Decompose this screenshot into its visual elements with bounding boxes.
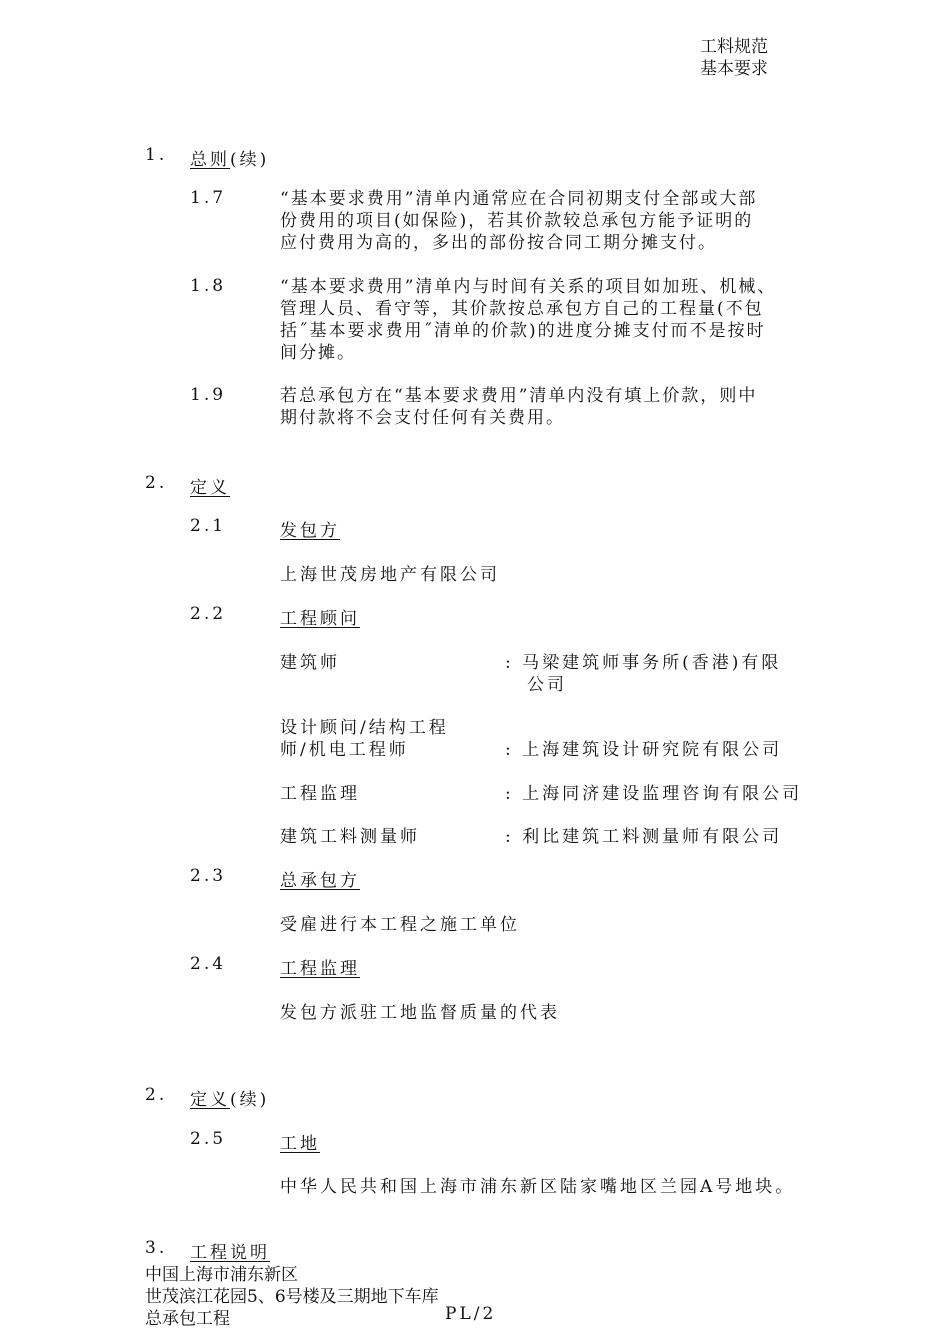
consultant-value: : 马梁建筑师事务所(香港)有限 xyxy=(505,653,782,673)
clause-title: 工程顾问 xyxy=(280,609,360,629)
clause-title: 发包方 xyxy=(280,521,340,541)
clause-number: 2.1 xyxy=(190,516,227,536)
consultant-label: 设计顾问/结构工程 xyxy=(280,718,449,738)
footer-location: 中国上海市浦东新区 xyxy=(145,1265,298,1285)
clause-line: 若总承包方在“基本要求费用”清单内没有填上价款，则中 xyxy=(280,386,758,406)
header-title: 工料规范 xyxy=(700,37,768,57)
clause-line: “基本要求费用”清单内通常应在合同初期支付全部或大部 xyxy=(280,189,758,209)
clause-text xyxy=(280,276,880,364)
consultant-value: : 利比建筑工料测量师有限公司 xyxy=(505,827,783,847)
section-title: 总则 xyxy=(190,150,230,170)
header-subtitle: 基本要求 xyxy=(700,59,768,79)
consultant-value: : 上海同济建设监理咨询有限公司 xyxy=(505,784,803,804)
section-number: 2. xyxy=(145,1085,168,1105)
clause-text: 上海世茂房地产有限公司 xyxy=(280,565,500,585)
consultant-label: 建筑师 xyxy=(280,653,340,673)
page-number: PL/2 xyxy=(445,1304,497,1324)
section-heading xyxy=(190,145,269,170)
consultant-label: 建筑工料测量师 xyxy=(280,827,420,847)
clause-number: 1.9 xyxy=(190,385,227,405)
clause-title: 工程监理 xyxy=(280,959,360,979)
clause-text xyxy=(280,188,880,254)
consultant-label: 工程监理 xyxy=(280,784,360,804)
section-number: 2. xyxy=(145,473,168,493)
section-number: 1. xyxy=(145,145,168,165)
clause-text: 受雇进行本工程之施工单位 xyxy=(280,915,520,935)
clause-line: 间分摊。 xyxy=(280,343,356,363)
clause-number: 2.3 xyxy=(190,866,227,886)
clause-line: 括˝基本要求费用˝清单的价款)的进度分摊支付而不是按时 xyxy=(280,321,766,341)
clause-title: 工地 xyxy=(280,1134,320,1154)
section-number: 3. xyxy=(145,1238,168,1258)
consultant-value: 公司 xyxy=(527,675,567,695)
clause-line: “基本要求费用”清单内与时间有关系的项目如加班、机械、 xyxy=(280,277,777,297)
clause-text: 发包方派驻工地监督质量的代表 xyxy=(280,1003,560,1023)
section-title: 工程说明 xyxy=(190,1243,270,1263)
clause-number: 2.4 xyxy=(190,954,227,974)
clause-number: 1.8 xyxy=(190,276,227,296)
clause-text xyxy=(280,385,880,429)
section-title: 定义 xyxy=(190,1090,230,1110)
clause-title: 总承包方 xyxy=(280,871,360,891)
clause-number: 1.7 xyxy=(190,188,227,208)
section-title: 定义 xyxy=(190,478,230,498)
clause-text: 中华人民共和国上海市浦东新区陆家嘴地区兰园A号地块。 xyxy=(280,1177,796,1197)
clause-number: 2.2 xyxy=(190,604,227,624)
section-continued: (续) xyxy=(230,1090,270,1110)
clause-line: 期付款将不会支付任何有关费用。 xyxy=(280,408,565,428)
clause-line: 管理人员、看守等，其价款按总承包方自己的工程量(不包 xyxy=(280,299,764,319)
footer-contract: 总承包工程 xyxy=(145,1309,230,1329)
clause-line: 应付费用为高的，多出的部份按合同工期分摊支付。 xyxy=(280,233,717,253)
consultant-label: 师/机电工程师 xyxy=(280,740,409,760)
clause-line: 份费用的项目(如保险)，若其价款较总承包方能予证明的 xyxy=(280,211,754,231)
footer-project: 世茂滨江花园5、6号楼及三期地下车库 xyxy=(145,1287,439,1307)
consultant-value: : 上海建筑设计研究院有限公司 xyxy=(505,740,783,760)
section-heading xyxy=(190,1085,269,1110)
section-continued: (续) xyxy=(230,150,270,170)
clause-number: 2.5 xyxy=(190,1129,227,1149)
